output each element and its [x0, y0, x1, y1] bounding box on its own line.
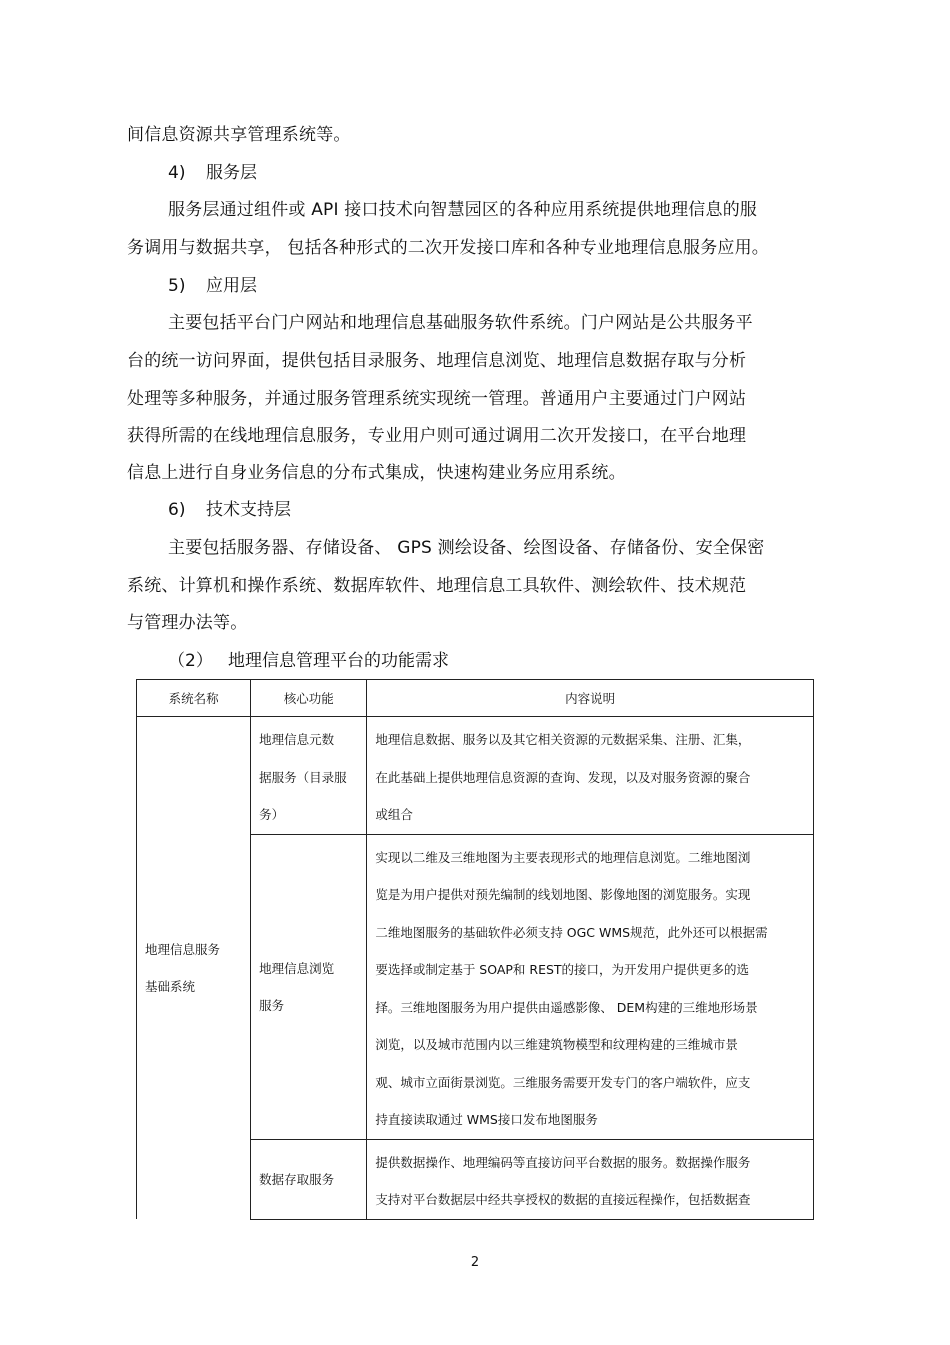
- core-function-line: 地理信息浏览: [259, 960, 335, 976]
- core-function-line: 服务: [259, 997, 285, 1013]
- core-function-cell: [251, 1139, 367, 1219]
- paragraph-line: 间信息资源共享管理系统等。: [127, 125, 351, 145]
- paragraph-line: 信息上进行自身业务信息的分布式集成，快速构建业务应用系统。: [127, 463, 626, 483]
- heading-label: 应用层: [206, 276, 257, 296]
- heading-number: 4): [168, 163, 186, 183]
- content-description-cell: [367, 834, 814, 1139]
- section-heading-application-layer: [168, 275, 257, 297]
- paragraph-line: 服务层通过组件或 API 接口技术向智慧园区的各种应用系统提供地理信息的服: [168, 200, 758, 220]
- paragraph-line: 主要包括平台门户网站和地理信息基础服务软件系统。门户网站是公共服务平: [168, 313, 753, 333]
- header-content-description: 内容说明: [367, 680, 814, 717]
- core-function-cell: [251, 717, 367, 835]
- content-line: 观、城市立面街景浏览。三维服务需要开发专门的客户端软件，应支: [375, 1074, 751, 1090]
- heading-number: 6): [168, 500, 186, 520]
- content-line: 要选择或制定基于 SOAP和 REST的接口，为开发用户提供更多的选: [375, 962, 750, 977]
- section-heading-tech-support-layer: [168, 499, 291, 521]
- header-core-function: 核心功能: [251, 680, 367, 717]
- heading-label: 服务层: [206, 163, 257, 183]
- core-function-line: 据服务（目录服: [259, 769, 347, 785]
- content-description-cell: [367, 717, 814, 835]
- core-function-cell: [251, 834, 367, 1139]
- content-description-cell: [367, 1139, 814, 1219]
- content-line: 提供数据操作、地理编码等直接访问平台数据的服务。数据操作服务: [375, 1154, 751, 1170]
- table-header-row: [137, 680, 814, 717]
- content-line: 实现以二维及三维地图为主要表现形式的地理信息浏览。二维地图浏: [375, 849, 751, 865]
- content-line: 择。三维地图服务为用户提供由遥感影像、 DEM构建的三维地形场景: [375, 999, 758, 1015]
- content-line: 浏览，以及城市范围内以三维建筑物模型和纹理构建的三维城市景: [375, 1037, 738, 1052]
- function-requirements-table: [136, 679, 814, 1220]
- content-line: 支持对平台数据层中经共享授权的数据的直接远程操作，包括数据查: [375, 1192, 751, 1207]
- table-title-label: 地理信息管理平台的功能需求: [228, 651, 449, 671]
- system-name-line: 基础系统: [145, 979, 196, 994]
- system-name-line: 地理信息服务: [145, 942, 221, 957]
- paragraph-line: 务调用与数据共享， 包括各种形式的二次开发接口库和各种专业地理信息服务应用。: [127, 238, 770, 258]
- paragraph-line: 处理等多种服务，并通过服务管理系统实现统一管理。普通用户主要通过门户网站: [127, 389, 747, 409]
- header-system-name: 系统名称: [137, 680, 251, 717]
- table-row: [137, 717, 814, 835]
- content-line: 地理信息数据、服务以及其它相关资源的元数据采集、注册、汇集，: [375, 732, 751, 747]
- heading-number: 5): [168, 276, 186, 296]
- paragraph-line: 台的统一访问界面，提供包括目录服务、地理信息浏览、地理信息数据存取与分析: [127, 351, 747, 371]
- content-line: 二维地图服务的基础软件必须支持 OGC WMS规范，此外还可以根据需: [375, 924, 768, 940]
- system-name-cell: [137, 717, 251, 1220]
- content-line: 或组合: [375, 807, 413, 822]
- core-function-line: 数据存取服务: [259, 1171, 335, 1187]
- table-title-number: （2）: [168, 651, 213, 671]
- core-function-line: 地理信息元数: [259, 732, 335, 747]
- paragraph-line: 主要包括服务器、存储设备、 GPS 测绘设备、绘图设备、存储备份、安全保密: [168, 538, 765, 558]
- paragraph-line: 与管理办法等。: [127, 613, 248, 633]
- paragraph-line: 系统、计算机和操作系统、数据库软件、地理信息工具软件、测绘软件、技术规范: [127, 576, 747, 596]
- heading-label: 技术支持层: [206, 500, 291, 520]
- table-title: [168, 650, 449, 672]
- page-number: 2: [470, 1255, 480, 1270]
- paragraph-line: 获得所需的在线地理信息服务，专业用户则可通过调用二次开发接口，在平台地理: [127, 426, 747, 446]
- content-line: 在此基础上提供地理信息资源的查询、发现，以及对服务资源的聚合: [375, 769, 751, 785]
- core-function-line: 务）: [259, 807, 285, 822]
- content-line: 持直接读取通过 WMS接口发布地图服务: [375, 1112, 598, 1127]
- content-line: 览是为用户提供对预先编制的线划地图、影像地图的浏览服务。实现: [375, 887, 751, 902]
- section-heading-service-layer: [168, 162, 257, 184]
